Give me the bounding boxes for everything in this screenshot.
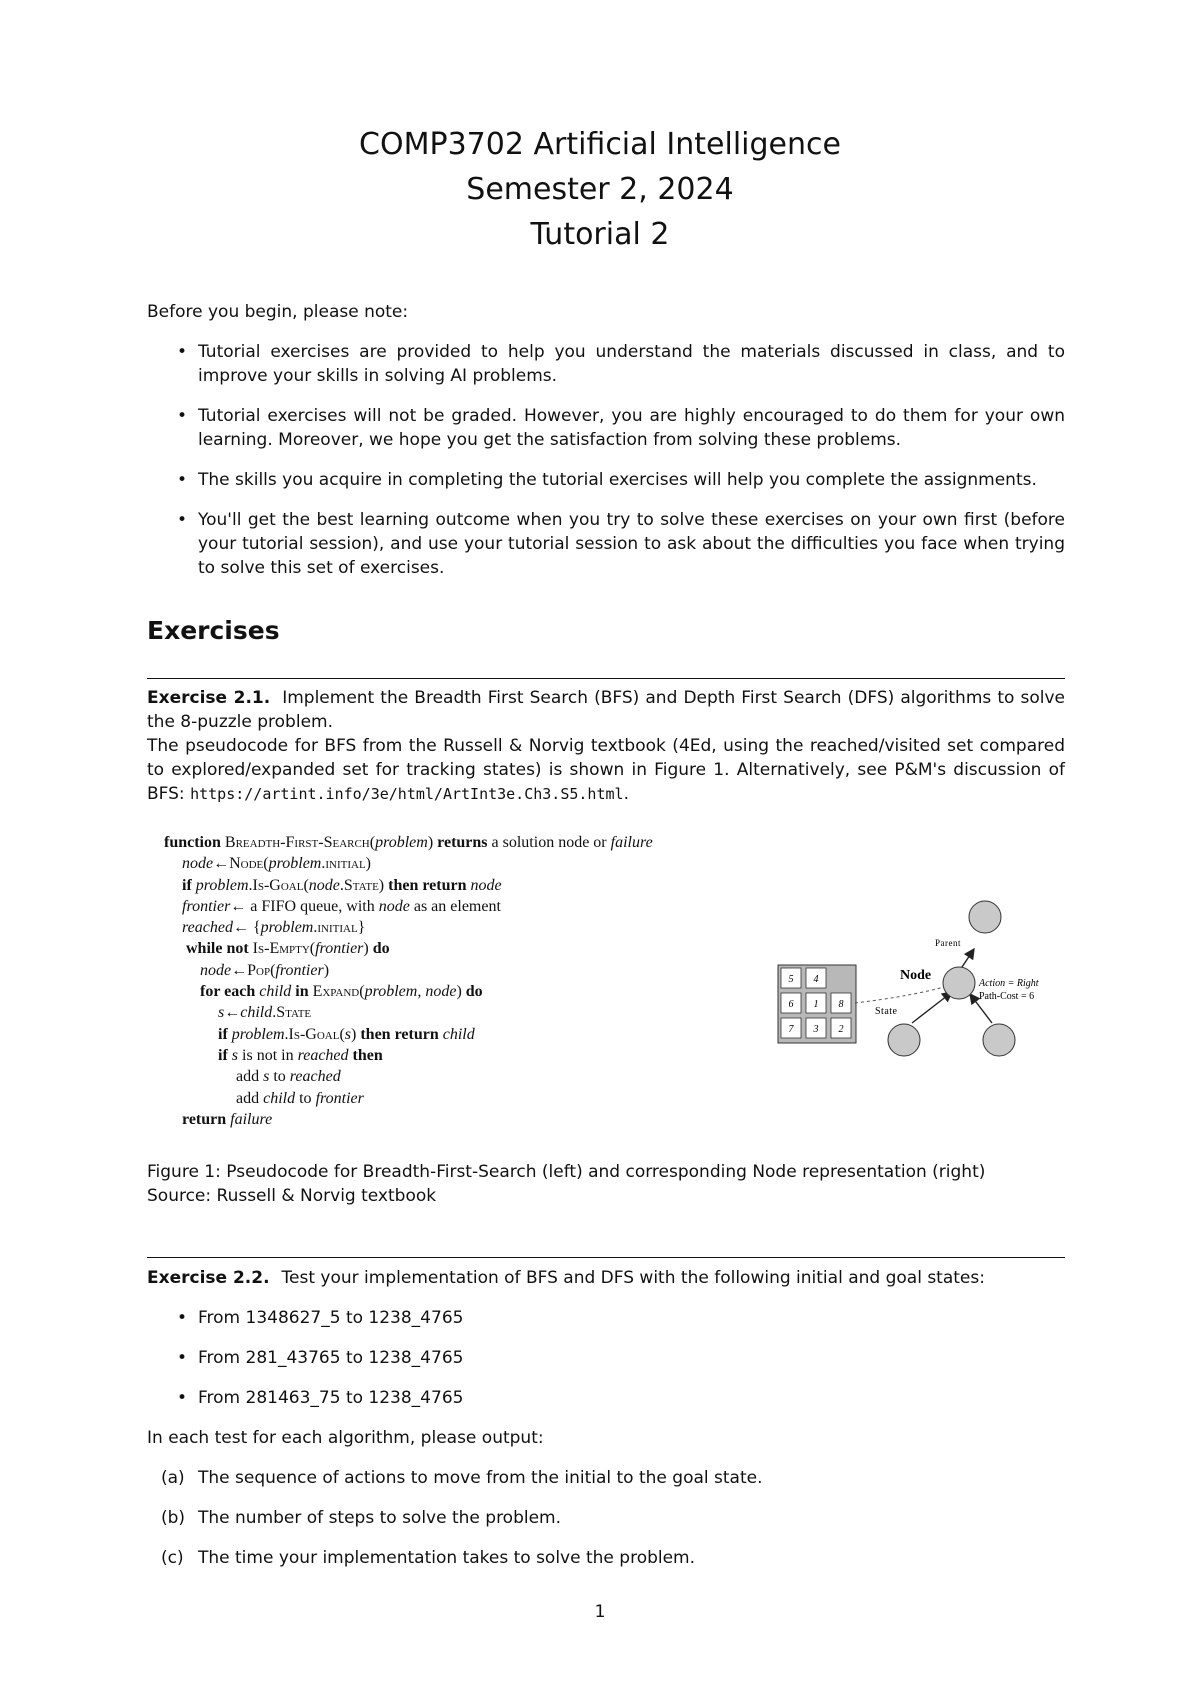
node-label: Node [900,968,932,983]
code-line: s←child.State [218,1004,312,1022]
puzzle-tile-number: 4 [813,974,819,985]
bullet-icon: • [177,342,188,362]
caption-text: Figure 1: Pseudocode for Breadth-First-Search (left) and corresponding Node representation (right) [147,1162,986,1182]
bullet-icon: • [177,1308,188,1328]
list-item: • You'll get the best learning outcome when you try to solve these exercises on your own first (before your tutorial session), and use your tutorial session to ask about the difficulties you face when trying to solve this set of exercises. [177,510,1065,578]
code-line: return failure [182,1110,273,1128]
list-item: • Tutorial exercises will not be graded. However, you are highly encouraged to do them for your own learning. Moreover, we hope you get the satisfaction from solving these problems. [177,406,1065,450]
puzzle-tile-number: 8 [838,999,844,1010]
pseudocode-block [164,832,764,1130]
section-heading: Exercises [147,616,280,645]
exercise-text: Implement the Breadth First Search (BFS) and Depth First Search (DFS) algorithms to solve the 8-puzzle problem. [147,688,1065,732]
code-line: function Breadth-First-Search(problem) returns a solution node or failure [164,834,653,851]
semester-title: Semester 2, 2024 [466,172,734,207]
puzzle-tile-number: 3 [813,1024,819,1035]
tutorial-title: Tutorial 2 [530,217,670,252]
list-item: • From 1348627_5 to 1238_4765 [177,1308,464,1328]
puzzle-tile-number: 1 [813,999,819,1010]
document-title [0,122,1200,257]
code-line: while not Is-Empty(frontier) do [186,940,390,958]
bullet-icon: • [177,1388,188,1408]
list-item: • From 281_43765 to 1238_4765 [177,1348,464,1368]
puzzle-tile-number: 6 [788,999,794,1010]
output-requirements-list [147,1466,1065,1586]
exercise-label: Exercise 2.2. [147,1268,270,1288]
code-line: add s to reached [236,1068,341,1086]
puzzle-tile-number: 5 [788,974,794,985]
code-line: if s is not in reached then [218,1046,383,1064]
child-node-left [888,1024,920,1056]
list-item: (b) The number of steps to solve the problem. [161,1508,562,1528]
intro-bullet-list [147,340,1065,580]
code-line: frontier← a FIFO queue, with node as an element [182,897,501,915]
exercise-text-2: The pseudocode for BFS from the Russell & Norvig textbook (4Ed, using the reached/visited set compared to explored/expanded set for tracking states) is shown in Figure 1. Alternatively, see P&M's discussion of BFS: [147,736,1065,804]
course-title: COMP3702 Artificial Intelligence [359,127,841,162]
code-line: reached← {problem.initial} [182,919,366,937]
node-representation-diagram [775,890,1060,1060]
divider [147,1257,1065,1258]
bullet-icon: • [177,470,188,490]
code-line: if problem.Is-Goal(node.State) then return node [182,876,502,894]
child-node-right [983,1024,1015,1056]
test-cases-list [147,1306,1065,1410]
divider [147,678,1065,679]
list-item: • From 281463_75 to 1238_4765 [177,1388,464,1408]
puzzle-state-grid [778,965,856,1043]
code-line: add child to frontier [236,1089,364,1107]
action-label: Action = Right [979,978,1039,989]
state-label: State [875,1006,898,1017]
output-lead: In each test for each algorithm, please output: [147,1428,544,1448]
intro-lead: Before you begin, please note: [147,302,409,322]
list-item: (a) The sequence of actions to move from the initial to the goal state. [161,1468,763,1488]
puzzle-tile-number: 2 [838,1024,844,1035]
page-number: 1 [594,1602,606,1622]
url-link[interactable]: https://artint.info/3e/html/ArtInt3e.Ch3.S5.html [190,785,624,803]
figure-caption [147,1160,1065,1208]
caption-source: Source: Russell & Norvig textbook [147,1186,437,1206]
current-node [943,967,975,999]
code-line: node←Pop(frontier) [200,961,330,979]
parent-node [969,901,1001,933]
exercise-2-2 [147,1266,1065,1290]
list-item: • Tutorial exercises are provided to help you understand the materials discussed in class, and to improve your skills in solving AI problems. [177,342,1065,386]
exercise-text: Test your implementation of BFS and DFS with the following initial and goal states: [281,1268,985,1288]
bullet-icon: • [177,406,188,426]
bullet-icon: • [177,1348,188,1368]
code-line: for each child in Expand(problem, node) do [200,983,483,1001]
puzzle-tile-number: 7 [788,1024,794,1035]
path-cost-label: Path-Cost = 6 [979,991,1035,1002]
list-item: • The skills you acquire in completing the tutorial exercises will help you complete the assignments. [177,470,1037,490]
parent-label: Parent [935,938,961,948]
exercise-label: Exercise 2.1. [147,688,271,708]
code-line: node←Node(problem.initial) [182,855,371,873]
child-edge-left [912,992,952,1023]
state-link [855,986,948,1003]
list-item: (c) The time your implementation takes to solve the problem. [161,1548,696,1568]
bullet-icon: • [177,510,188,530]
code-line: if problem.Is-Goal(s) then return child [218,1025,475,1043]
exercise-2-1: Exercise 2.1. Implement the Breadth First Search (BFS) and Depth First Search (DFS) algorithms to solve the 8-puzzle problem. The pseudocode for BFS from the Russell & Norvig textbook (4Ed, using the reached/visited set compared to explored/expanded set for tracking states) is shown in Figure 1. Alternatively, see P&M's discussion of BFS: https://artint.info/3e/html/ArtInt3e.Ch3.S5.html. [147,688,1065,804]
